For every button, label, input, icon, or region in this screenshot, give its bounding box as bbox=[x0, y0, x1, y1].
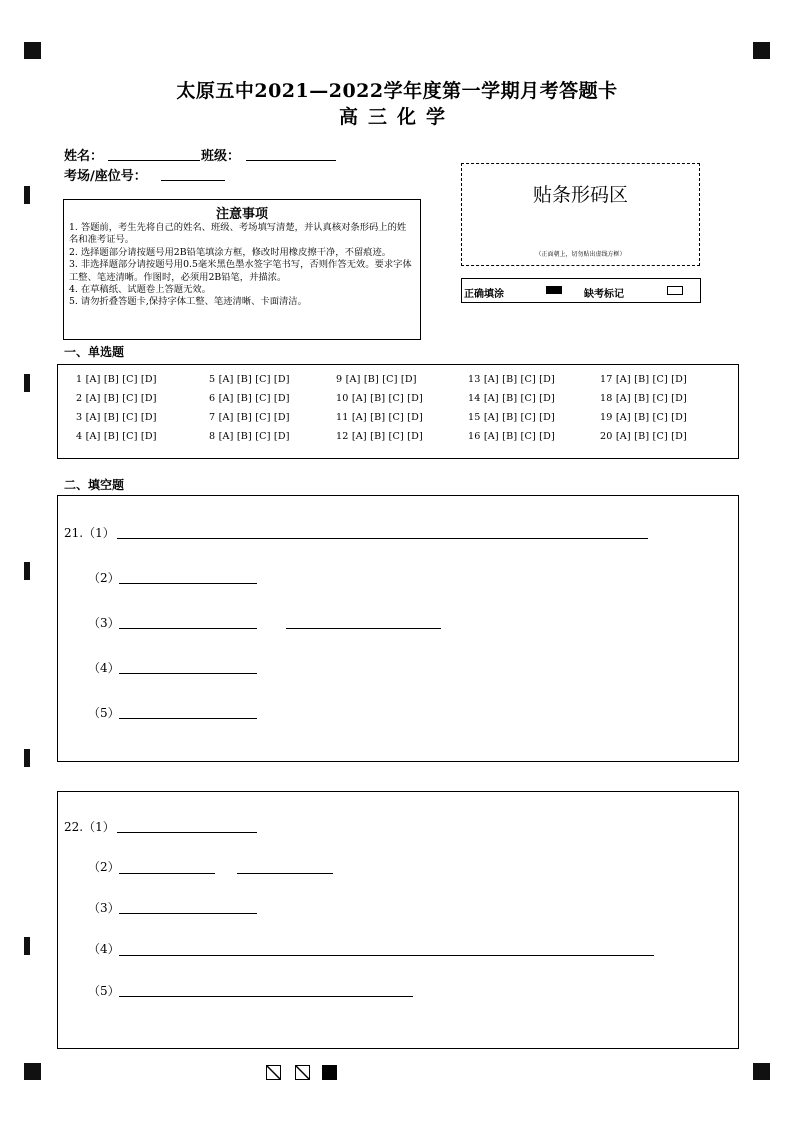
absent-mark-box[interactable] bbox=[667, 286, 683, 295]
mc-options[interactable]: [A] [B] [C] [D] bbox=[615, 431, 687, 442]
q22-part2-answer-line-a[interactable] bbox=[119, 873, 215, 874]
mc-question-number: 18 bbox=[600, 393, 613, 404]
q21-part1-answer-line[interactable] bbox=[117, 538, 648, 539]
exam-title: 太原五中2021—2022学年度第一学期月考答题卡 bbox=[176, 80, 618, 102]
notice-title: 注意事项 bbox=[215, 207, 268, 222]
mc-question-number: 20 bbox=[600, 431, 613, 442]
mc-options[interactable]: [A] [B] [C] [D] bbox=[615, 374, 687, 385]
mc-options[interactable]: [A] [B] [C] [D] bbox=[351, 412, 423, 423]
mc-question-number: 6 bbox=[209, 393, 216, 404]
footer-crossed-box bbox=[295, 1065, 310, 1080]
section1-title: 一、单选题 bbox=[64, 345, 125, 359]
mc-options[interactable]: [A] [B] [C] [D] bbox=[483, 431, 555, 442]
mc-options[interactable]: [A] [B] [C] [D] bbox=[345, 374, 417, 385]
q21-part2-label: （2） bbox=[88, 571, 120, 585]
q22-part3-label: （3） bbox=[88, 901, 120, 915]
corner-mark-bottom-left bbox=[24, 1063, 41, 1080]
mc-question-number: 11 bbox=[336, 412, 349, 423]
mc-question-15 bbox=[468, 412, 555, 423]
absent-mark-label: 缺考标记 bbox=[584, 289, 624, 300]
q21-part2-answer-line[interactable] bbox=[119, 583, 257, 584]
mc-options[interactable]: [A] [B] [C] [D] bbox=[218, 431, 290, 442]
footer-filled-box bbox=[322, 1065, 337, 1080]
q22-part1-answer-line[interactable] bbox=[117, 832, 257, 833]
mc-question-14 bbox=[468, 393, 555, 404]
subject-title: 高三化学 bbox=[338, 106, 455, 128]
mc-question-3 bbox=[76, 412, 157, 423]
q21-part1-label: 21.（1） bbox=[64, 526, 115, 540]
q21-part3-answer-line-a[interactable] bbox=[119, 628, 257, 629]
mc-question-number: 17 bbox=[600, 374, 613, 385]
mc-question-number: 3 bbox=[76, 412, 83, 423]
mc-options[interactable]: [A] [B] [C] [D] bbox=[85, 393, 157, 404]
mc-question-number: 19 bbox=[600, 412, 613, 423]
fill-legend bbox=[461, 278, 701, 303]
mc-options[interactable]: [A] [B] [C] [D] bbox=[351, 393, 423, 404]
name-label: 姓名： bbox=[64, 149, 104, 164]
barcode-title: 贴条形码区 bbox=[532, 184, 628, 206]
mc-options[interactable]: [A] [B] [C] [D] bbox=[85, 374, 157, 385]
timing-mark bbox=[24, 374, 30, 392]
mc-question-number: 14 bbox=[468, 393, 481, 404]
q21-part4-label: （4） bbox=[88, 661, 120, 675]
mc-question-number: 12 bbox=[336, 431, 349, 442]
mc-question-number: 1 bbox=[76, 374, 83, 385]
notice-item: 3. 非选择题部分请按题号用0.5毫米黑色墨水签字笔书写，否则作答无效。要求字体工整、笔迹清晰。作图时，必须用2B铅笔，并描浓。 bbox=[69, 259, 412, 283]
seat-label: 考场/座位号： bbox=[64, 169, 147, 184]
mc-options[interactable]: [A] [B] [C] [D] bbox=[615, 412, 687, 423]
mc-question-11 bbox=[336, 412, 423, 423]
mc-question-number: 5 bbox=[209, 374, 216, 385]
corner-mark-top-left bbox=[24, 42, 41, 59]
mc-question-number: 7 bbox=[209, 412, 216, 423]
mc-question-9 bbox=[336, 374, 417, 385]
footer-crossed-box bbox=[266, 1065, 281, 1080]
mc-question-number: 8 bbox=[209, 431, 216, 442]
multiple-choice-box bbox=[57, 364, 739, 459]
mc-question-number: 16 bbox=[468, 431, 481, 442]
mc-question-18 bbox=[600, 393, 687, 404]
notice-item: 5. 请勿折叠答题卡,保持字体工整、笔迹清晰、卡面清洁。 bbox=[69, 296, 307, 308]
mc-question-number: 13 bbox=[468, 374, 481, 385]
mc-question-1 bbox=[76, 374, 157, 385]
mc-question-number: 15 bbox=[468, 412, 481, 423]
class-label: 班级： bbox=[201, 149, 241, 164]
timing-mark bbox=[24, 937, 30, 955]
seat-field[interactable] bbox=[161, 180, 225, 181]
class-field[interactable] bbox=[246, 160, 336, 161]
mc-question-17 bbox=[600, 374, 687, 385]
q21-part5-label: （5） bbox=[88, 706, 120, 720]
mc-options[interactable]: [A] [B] [C] [D] bbox=[85, 412, 157, 423]
mc-question-19 bbox=[600, 412, 687, 423]
mc-question-2 bbox=[76, 393, 157, 404]
name-field[interactable] bbox=[108, 160, 200, 161]
mc-question-6 bbox=[209, 393, 290, 404]
q22-part1-label: 22.（1） bbox=[64, 820, 115, 834]
timing-mark bbox=[24, 186, 30, 204]
mc-options[interactable]: [A] [B] [C] [D] bbox=[351, 431, 423, 442]
q21-part3-answer-line-b[interactable] bbox=[286, 628, 441, 629]
notice-item: 2. 选择题部分请按题号用2B铅笔填涂方框，修改时用橡皮擦干净，不留痕迹。 bbox=[69, 246, 392, 258]
corner-mark-bottom-right bbox=[753, 1063, 770, 1080]
notice-body bbox=[64, 222, 420, 309]
mc-question-20 bbox=[600, 431, 687, 442]
q22-part4-answer-line[interactable] bbox=[119, 955, 654, 956]
mc-question-number: 4 bbox=[76, 431, 83, 442]
q22-part5-label: （5） bbox=[88, 984, 120, 998]
barcode-area bbox=[461, 163, 700, 266]
mc-options[interactable]: [A] [B] [C] [D] bbox=[483, 412, 555, 423]
mc-question-16 bbox=[468, 431, 555, 442]
question-22-box bbox=[57, 791, 739, 1049]
mc-question-number: 10 bbox=[336, 393, 349, 404]
mc-question-10 bbox=[336, 393, 423, 404]
q21-part5-answer-line[interactable] bbox=[119, 718, 257, 719]
mc-options[interactable]: [A] [B] [C] [D] bbox=[218, 374, 290, 385]
timing-mark bbox=[24, 749, 30, 767]
notice-box bbox=[63, 199, 421, 340]
mc-question-8 bbox=[209, 431, 290, 442]
q22-part5-answer-line[interactable] bbox=[119, 996, 413, 997]
q21-part3-label: （3） bbox=[88, 616, 120, 630]
q22-part3-answer-line[interactable] bbox=[119, 913, 257, 914]
q21-part4-answer-line[interactable] bbox=[119, 673, 257, 674]
mc-question-13 bbox=[468, 374, 555, 385]
mc-options[interactable]: [A] [B] [C] [D] bbox=[483, 393, 555, 404]
mc-question-5 bbox=[209, 374, 290, 385]
mc-options[interactable]: [A] [B] [C] [D] bbox=[218, 393, 290, 404]
mc-options[interactable]: [A] [B] [C] [D] bbox=[85, 431, 157, 442]
barcode-note: （正面朝上，切勿贴出虚线方框） bbox=[535, 251, 626, 258]
timing-mark bbox=[24, 562, 30, 580]
mc-question-12 bbox=[336, 431, 423, 442]
q22-part4-label: （4） bbox=[88, 942, 120, 956]
mc-question-number: 2 bbox=[76, 393, 83, 404]
corner-mark-top-right bbox=[753, 42, 770, 59]
notice-item: 4. 在草稿纸、试题卷上答题无效。 bbox=[69, 284, 211, 296]
mc-options[interactable]: [A] [B] [C] [D] bbox=[218, 412, 290, 423]
mc-options[interactable]: [A] [B] [C] [D] bbox=[483, 374, 555, 385]
mc-question-number: 9 bbox=[336, 374, 343, 385]
mc-question-7 bbox=[209, 412, 290, 423]
mc-question-4 bbox=[76, 431, 157, 442]
notice-item: 1. 答题前，考生先将自己的姓名、班级、考场填写清楚，并认真核对条形码上的姓名和准考证号。 bbox=[69, 222, 407, 246]
mc-options[interactable]: [A] [B] [C] [D] bbox=[615, 393, 687, 404]
q22-part2-label: （2） bbox=[88, 860, 120, 874]
section2-title: 二、填空题 bbox=[64, 478, 125, 492]
correct-fill-label: 正确填涂 bbox=[464, 289, 504, 300]
correct-fill-sample bbox=[546, 286, 562, 294]
q22-part2-answer-line-b[interactable] bbox=[237, 873, 333, 874]
